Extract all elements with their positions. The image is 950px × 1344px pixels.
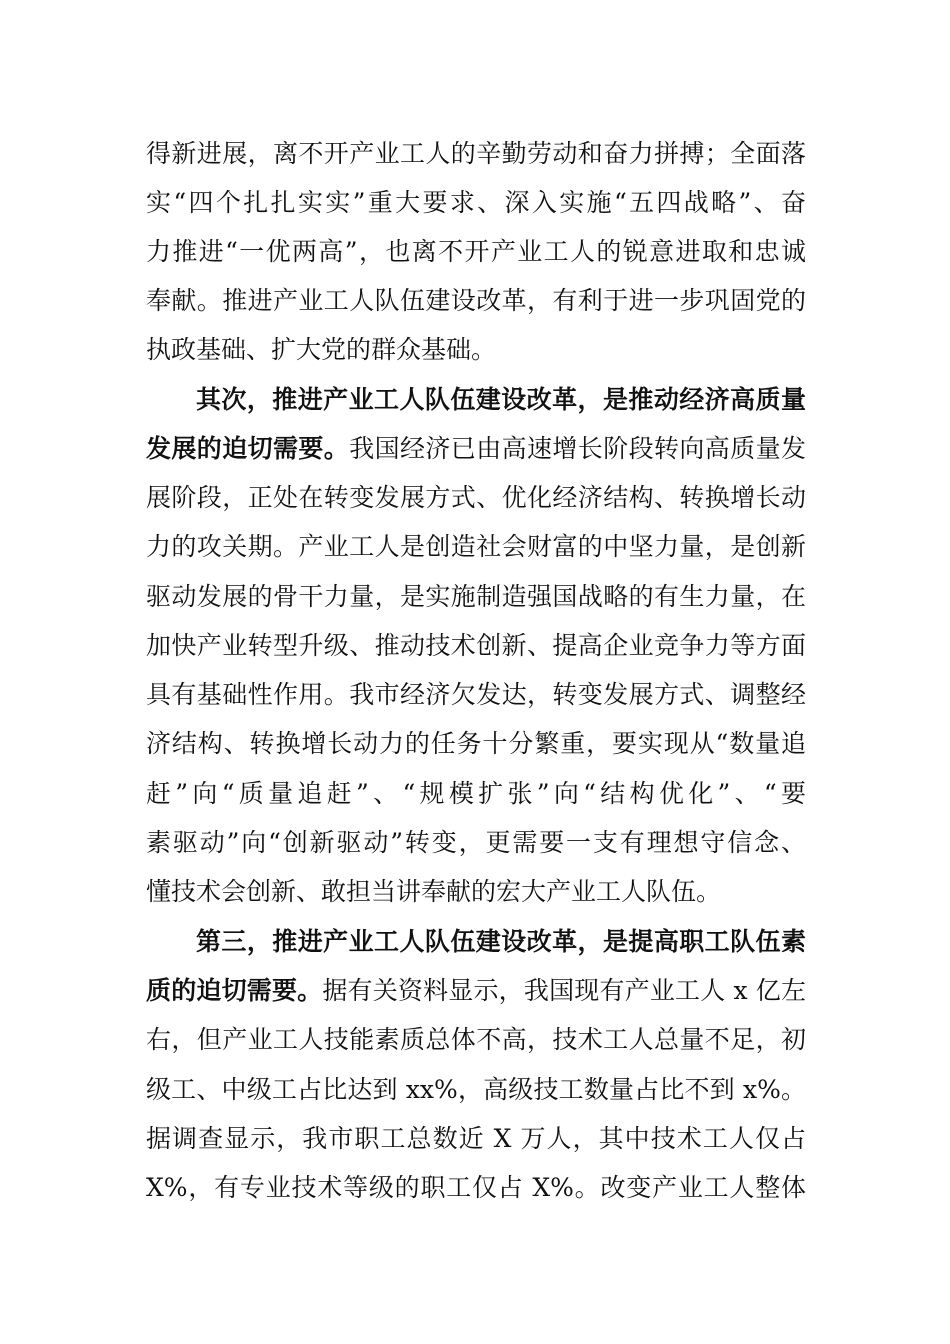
- text-line: 懂技术会创新、敢担当讲奉献的宏大产业工人队伍。: [146, 877, 722, 906]
- bold-phrase: 质的迫切需要。: [146, 976, 323, 1005]
- text-line: 得新进展，离不开产业工人的辛勤劳动和奋力拼搏；全面落: [146, 139, 806, 168]
- text-line: 素驱动”向“创新驱动”转变，更需要一支有理想守信念、: [146, 828, 806, 857]
- text-line: 力的攻关期。产业工人是创造社会财富的中坚力量，是创新: [146, 532, 806, 561]
- paragraph-lead-bold: 第三，推进产业工人队伍建设改革，是提高职工队伍素: [196, 927, 806, 956]
- text-span: 据有关资料显示，我国现有产业工人 x 亿左: [322, 976, 806, 1005]
- text-line: 右，但产业工人技能素质总体不高，技术工人总量不足，初: [146, 1025, 806, 1054]
- text-line: 驱动发展的骨干力量，是实施制造强国战略的有生力量，在: [146, 582, 806, 611]
- text-line-mixed: [146, 971, 806, 1011]
- text-line: 具有基础性作用。我市经济欠发达，转变发展方式、调整经: [146, 680, 806, 709]
- paragraph-lead-bold: 其次，推进产业工人队伍建设改革，是推动经济高质量: [196, 385, 806, 414]
- text-line: 级工、中级工占比达到 xx%，高级技工数量占比不到 x%。: [146, 1075, 806, 1104]
- text-line: 实“四个扎扎实实”重大要求、深入实施“五四战略”、奋: [146, 188, 806, 217]
- text-line: 赶”向“质量追赶”、“规模扩张”向“结构优化”、“要: [146, 779, 806, 808]
- text-line: 加快产业转型升级、推动技术创新、提高企业竞争力等方面: [146, 631, 806, 660]
- text-line: 展阶段，正处在转变发展方式、优化经济结构、转换增长动: [146, 483, 806, 512]
- text-line-mixed: [146, 429, 806, 469]
- text-line: 奉献。推进产业工人队伍建设改革，有利于进一步巩固党的: [146, 286, 806, 315]
- text-line: 力推进“一优两高”，也离不开产业工人的锐意进取和忠诚: [146, 237, 806, 266]
- text-line: X%，有专业技术等级的职工仅占 X%。改变产业工人整体: [146, 1173, 806, 1202]
- text-span: 我国经济已由高速增长阶段转向高质量发: [349, 434, 806, 463]
- text-line: 据调查显示，我市职工总数近 X 万人，其中技术工人仅占: [146, 1124, 806, 1153]
- text-line: 执政基础、扩大党的群众基础。: [146, 335, 497, 364]
- bold-phrase: 发展的迫切需要。: [146, 434, 350, 463]
- text-line: 济结构、转换增长动力的任务十分繁重，要实现从“数量追: [146, 729, 806, 758]
